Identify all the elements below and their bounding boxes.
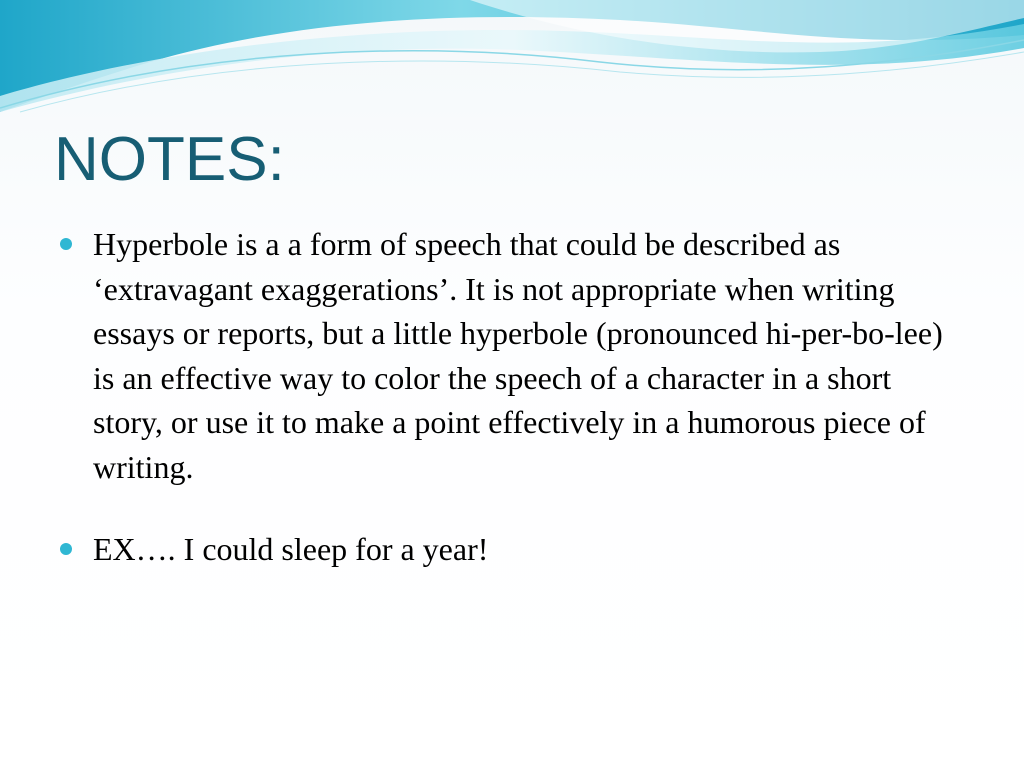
bullet-dot-icon [60, 543, 72, 555]
bullet-text: Hyperbole is a a form of speech that could be described as ‘extravagant exaggerations’. It is not appropriate when writing essays or reports, but a little hyperbole (pronounced hi-per-bo-lee) is an effective way to color the speech of a character in a short story, or use it to make a point effectively in a humorous piece of writing. [93, 226, 943, 485]
bullet-item-definition [60, 222, 960, 489]
bullet-list [60, 222, 960, 572]
header-wave-decoration [0, 0, 1024, 120]
bullet-text: EX…. I could sleep for a year! [93, 531, 489, 567]
bullet-item-example [60, 527, 960, 572]
slide-title: NOTES: [54, 125, 285, 194]
bullet-dot-icon [60, 238, 72, 250]
